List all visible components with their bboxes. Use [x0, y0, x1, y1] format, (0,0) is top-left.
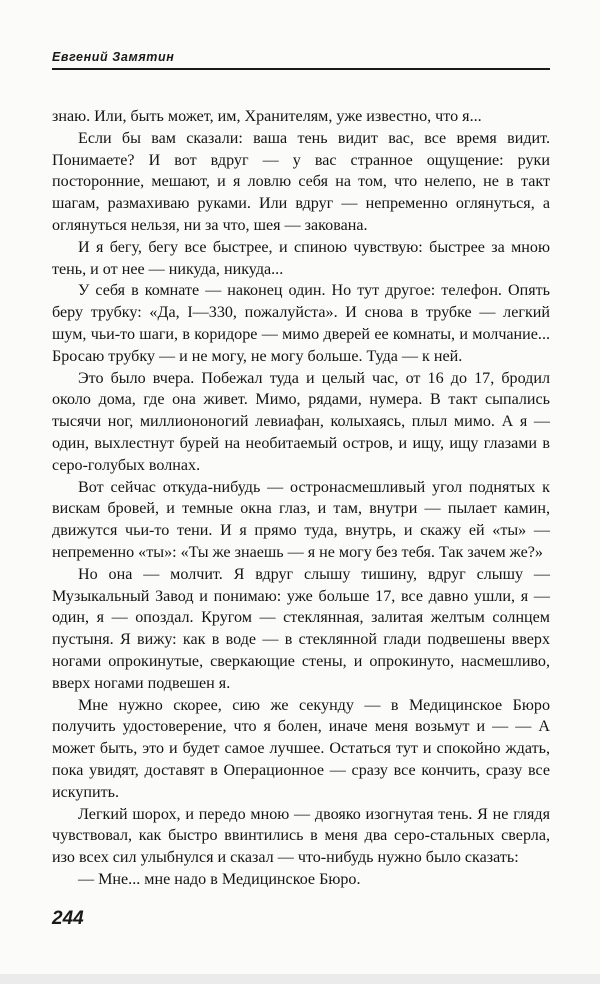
- paragraph: Легкий шорох, и передо мною — двояко изогнутая тень. Я не глядя чувствовал, как быстро ввинтились в меня два серо-стальных сверла, изо всех сил улыбнулся и сказал — что-нибудь нужно было сказать:: [52, 805, 550, 867]
- paragraph: Но она — молчит. Я вдруг слышу тишину, вдруг слышу — Музыкальный Завод и понимаю: уже больше 17, все давно ушли, я — один, я — опоздал. Кругом — стеклянная, залитая желтым солнцем пустыня. Я вижу: как в воде — в стеклянной глади подвешены вверх ногами опрокинутые, сверкающие стены, и опрокинуто, насмешливо, вверх ногами подвешен я.: [52, 565, 550, 692]
- running-head-author: Евгений Замятин: [52, 50, 175, 64]
- paragraph: знаю. Или, быть может, им, Хранителям, уже известно, что я...: [52, 108, 482, 125]
- page-bottom-edge: [0, 974, 600, 984]
- paragraph: Мне нужно скорее, сию же секунду — в Медицинское Бюро получить удостоверение, что я болен, иначе меня возьмут и — — А может быть, это и будет самое лучшее. Остаться тут и спокойно ждать, пока увидят, доставят в Операционное — сразу все кончить, сразу все искупить.: [52, 696, 550, 801]
- paragraph: Если бы вам сказали: ваша тень видит вас, все время видит. Понимаете? И вот вдруг — у вас странное ощущение: руки посторонние, мешают, и я ловлю себя на том, что нелепо, не в такт шагам, размахиваю руками. Или вдруг — непременно оглянуться, а оглянуться нельзя, ни за что, шея — закована.: [52, 129, 550, 234]
- header-rule: [52, 68, 550, 70]
- page-number: 244: [52, 908, 84, 929]
- body-text: [52, 106, 550, 891]
- paragraph: Это было вчера. Побежал туда и целый час, от 16 до 17, бродил около дома, где она живет. Мимо, рядами, нумера. В такт сыпались тысячи ног, миллиононогий левиафан, колыхаясь, плыл мимо. А я — один, выхлестнут бурей на необитаемый остров, и ищу, ищу глазами в серо-голубых волнах.: [52, 369, 550, 474]
- paragraph: У себя в комнате — наконец один. Но тут другое: телефон. Опять беру трубку: «Да, I—330, пожалуйста». И снова в трубке — легкий шум, чьи-то шаги, в коридоре — мимо дверей ее комнаты, и молчание... Бросаю трубку — и не могу, не могу больше. Туда — к ней.: [52, 282, 550, 365]
- paragraph: И я бегу, бегу все быстрее, и спиною чувствую: быстрее за мною тень, и от нее — никуда, никуда...: [52, 238, 550, 278]
- paragraph: — Мне... мне надо в Медицинское Бюро.: [78, 870, 361, 888]
- paragraph: Вот сейчас откуда-нибудь — остронасмешливый угол поднятых к вискам бровей, и темные окна глаз, и там, внутри — пылает камин, движутся чьи-то тени. И я прямо туда, внутрь, и скажу ей «ты» — непременно «ты»: «Ты же знаешь — я не могу без тебя. Так зачем же?»: [52, 478, 550, 561]
